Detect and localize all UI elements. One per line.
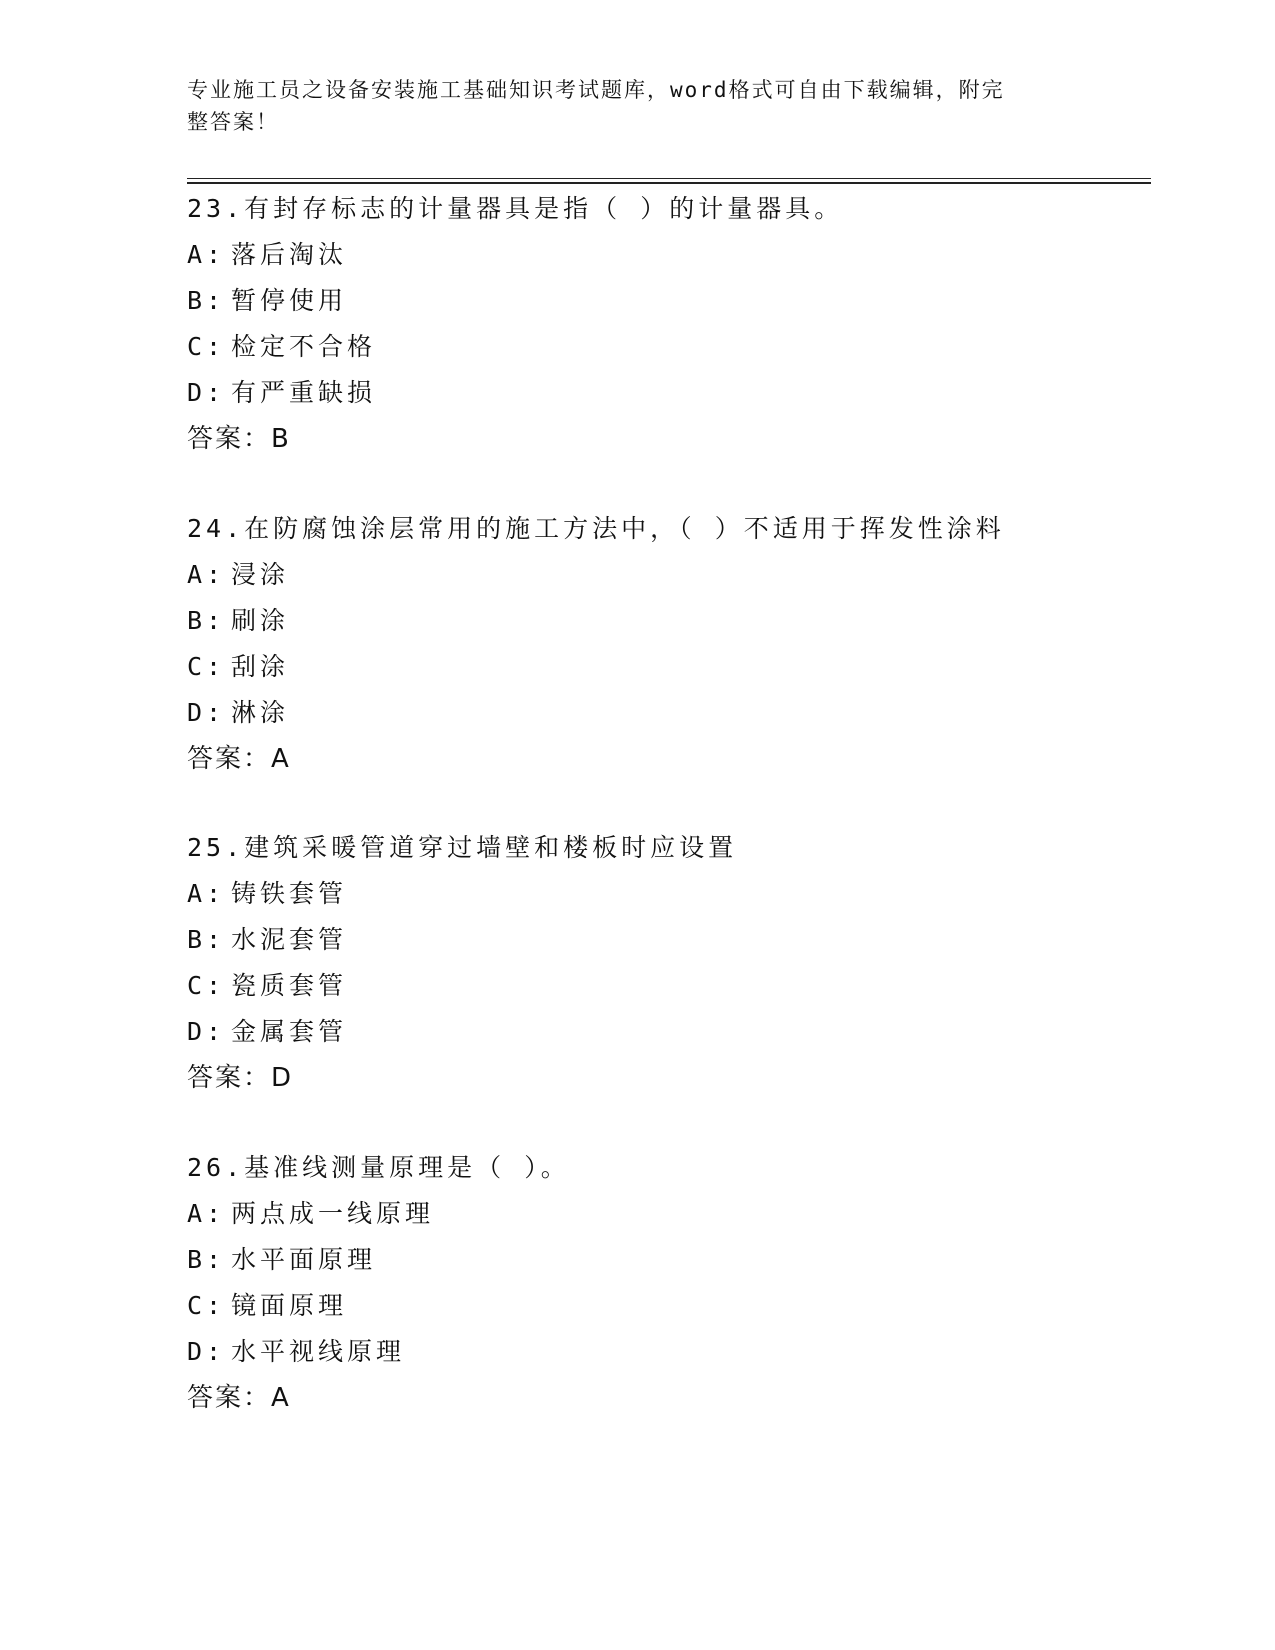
option-b [187, 917, 1151, 963]
option-text: 水平面原理 [231, 1245, 377, 1274]
question-stem: 26.基准线测量原理是（ ）。 [187, 1153, 570, 1182]
option-text: 刷涂 [231, 606, 290, 635]
question-stem: 23.有封存标志的计量器具是指（ ）的计量器具。 [187, 194, 844, 223]
option-key: C: [187, 1291, 226, 1320]
option-text: 有严重缺损 [231, 378, 377, 407]
answer-line: 答案：B [187, 424, 291, 454]
option-text: 水泥套管 [231, 925, 348, 954]
option-d [187, 690, 1151, 736]
option-text: 金属套管 [231, 1017, 348, 1046]
option-text: 两点成一线原理 [231, 1199, 435, 1228]
option-a [187, 1191, 1151, 1237]
option-key: A: [187, 1199, 226, 1228]
option-key: A: [187, 240, 226, 269]
option-d [187, 1009, 1151, 1055]
option-text: 水平视线原理 [231, 1337, 406, 1366]
option-text: 瓷质套管 [231, 971, 348, 1000]
option-a [187, 232, 1151, 278]
option-b [187, 278, 1151, 324]
option-c [187, 324, 1151, 370]
header-divider [187, 178, 1151, 184]
question-26 [187, 1145, 1151, 1421]
option-a [187, 552, 1151, 598]
option-a [187, 871, 1151, 917]
option-b [187, 1237, 1151, 1283]
option-key: B: [187, 925, 226, 954]
option-c [187, 644, 1151, 690]
answer-line: 答案：A [187, 744, 291, 774]
option-key: B: [187, 286, 226, 315]
option-text: 浸涂 [231, 560, 290, 589]
option-key: A: [187, 560, 226, 589]
option-d [187, 1329, 1151, 1375]
option-key: D: [187, 1337, 226, 1366]
option-c [187, 1283, 1151, 1329]
question-stem: 25.建筑采暖管道穿过墙壁和楼板时应设置 [187, 833, 738, 862]
option-key: C: [187, 332, 226, 361]
option-d [187, 370, 1151, 416]
option-text: 落后淘汰 [231, 240, 348, 269]
option-key: D: [187, 698, 226, 727]
option-c [187, 963, 1151, 1009]
question-stem: 24.在防腐蚀涂层常用的施工方法中，（ ）不适用于挥发性涂料 [187, 514, 1005, 543]
header-line-2: 整答案！ [187, 110, 279, 134]
option-key: B: [187, 1245, 226, 1274]
answer-line: 答案：D [187, 1063, 294, 1093]
answer-line: 答案：A [187, 1383, 291, 1413]
option-text: 刮涂 [231, 652, 290, 681]
option-text: 淋涂 [231, 698, 290, 727]
document-header [187, 74, 1067, 138]
option-text: 铸铁套管 [231, 879, 348, 908]
option-key: B: [187, 606, 226, 635]
question-23 [187, 186, 1151, 462]
question-25 [187, 825, 1151, 1101]
option-text: 镜面原理 [231, 1291, 348, 1320]
option-text: 暂停使用 [231, 286, 348, 315]
question-24 [187, 506, 1151, 782]
option-key: C: [187, 652, 226, 681]
option-key: C: [187, 971, 226, 1000]
option-text: 检定不合格 [231, 332, 377, 361]
option-key: D: [187, 1017, 226, 1046]
option-b [187, 598, 1151, 644]
header-line-1: 专业施工员之设备安装施工基础知识考试题库，word格式可自由下载编辑，附完 [187, 78, 1005, 102]
option-key: A: [187, 879, 226, 908]
option-key: D: [187, 378, 226, 407]
